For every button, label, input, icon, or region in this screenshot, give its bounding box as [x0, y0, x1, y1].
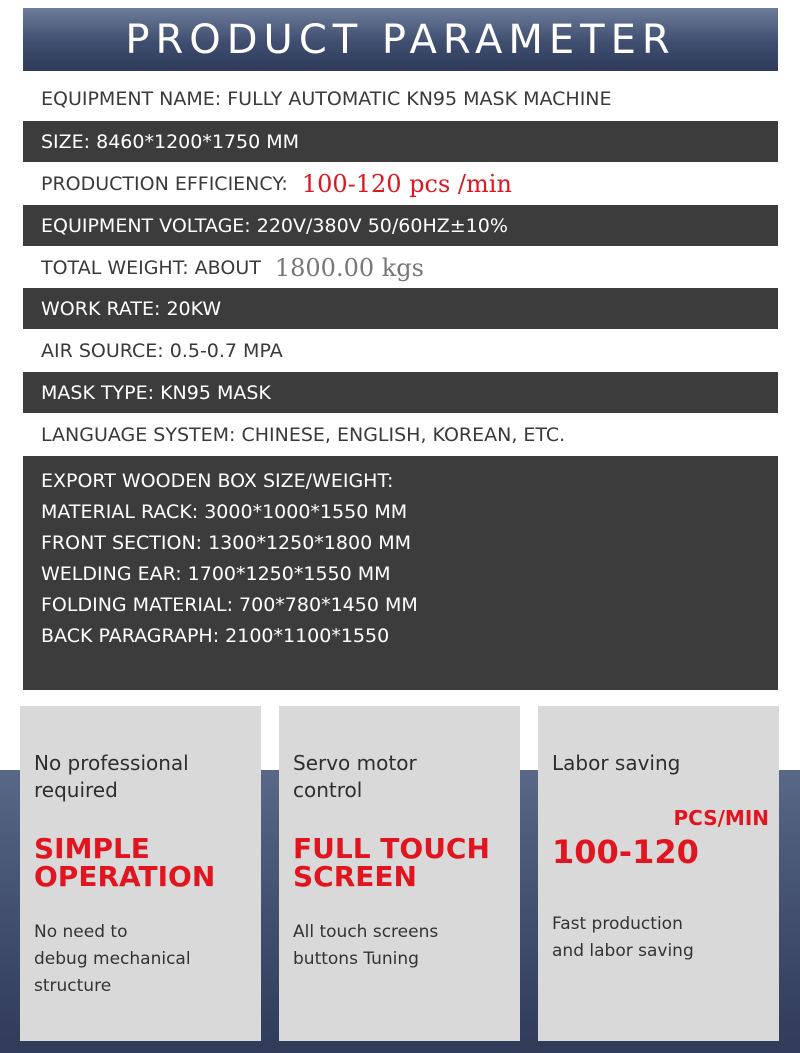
card-description	[293, 919, 520, 973]
card-description-line: debug mechanical	[34, 949, 191, 969]
page-title-banner	[23, 8, 778, 71]
export-box-info	[23, 456, 778, 690]
feature-card-labor-saving	[538, 706, 779, 1041]
card-headline-line: SIMPLE	[34, 832, 150, 865]
param-row-mask-type	[23, 372, 778, 413]
export-line: BACK PARAGRAPH: 2100*1100*1550	[41, 625, 390, 647]
card-description-line: Fast production	[552, 914, 683, 934]
card-description-line: No need to	[34, 922, 128, 942]
card-headline-line: OPERATION	[34, 860, 216, 893]
card-subtitle	[293, 750, 520, 804]
card-description-line: buttons Tuning	[293, 949, 419, 969]
card-subtitle	[552, 750, 779, 777]
param-label: MASK TYPE: KN95 MASK	[41, 381, 271, 404]
card-subtitle-line: Servo motor	[293, 751, 417, 775]
card-subtitle-line: No professional	[34, 751, 189, 775]
param-label: PRODUCTION EFFICIENCY:	[41, 172, 288, 195]
param-label: AIR SOURCE: 0.5-0.7 MPA	[41, 339, 283, 362]
card-subtitle	[34, 750, 261, 804]
param-label: SIZE: 8460*1200*1750 MM	[41, 130, 300, 153]
page-title: PRODUCT PARAMETER	[125, 16, 676, 63]
param-label: EQUIPMENT VOLTAGE: 220V/380V 50/60HZ±10%	[41, 214, 508, 237]
export-line: MATERIAL RACK: 3000*1000*1550 MM	[41, 501, 408, 523]
card-rate-number: 100-120	[552, 833, 699, 871]
card-description	[34, 919, 261, 1000]
param-label: TOTAL WEIGHT: ABOUT	[41, 256, 261, 279]
export-line: FRONT SECTION: 1300*1250*1800 MM	[41, 532, 411, 554]
param-row-work-rate	[23, 288, 778, 329]
feature-card-simple-operation	[20, 706, 261, 1041]
param-row-production-efficiency	[23, 163, 778, 204]
card-subtitle-line: Labor saving	[552, 751, 681, 775]
param-row-total-weight	[23, 247, 778, 288]
card-unit: PCS/MIN	[673, 806, 769, 830]
param-row-voltage	[23, 205, 778, 246]
param-label: WORK RATE: 20KW	[41, 297, 222, 320]
param-row-equipment-name	[23, 78, 778, 119]
param-row-size	[23, 121, 778, 162]
card-description-line: and labor saving	[552, 941, 694, 961]
param-label: EQUIPMENT NAME: FULLY AUTOMATIC KN95 MASK MACHINE	[41, 87, 612, 110]
param-row-air-source	[23, 330, 778, 371]
card-subtitle-line: control	[293, 778, 363, 802]
card-headline	[34, 832, 261, 893]
card-headline	[293, 832, 520, 893]
param-label: LANGUAGE SYSTEM: CHINESE, ENGLISH, KOREAN, ETC.	[41, 423, 566, 446]
card-headline-line: FULL TOUCH	[293, 832, 490, 865]
export-line: FOLDING MATERIAL: 700*780*1450 MM	[41, 594, 418, 616]
card-description-line: structure	[34, 976, 112, 996]
card-headline-line: SCREEN	[293, 860, 417, 893]
param-value: 1800.00 kgs	[274, 253, 424, 282]
param-value: 100-120 pcs /min	[301, 169, 512, 198]
export-heading: EXPORT WOODEN BOX SIZE/WEIGHT:	[41, 470, 394, 492]
export-line: WELDING EAR: 1700*1250*1550 MM	[41, 563, 391, 585]
card-subtitle-line: required	[34, 778, 118, 802]
card-description-line: All touch screens	[293, 922, 439, 942]
card-description	[552, 911, 779, 965]
param-row-language-system	[23, 414, 778, 455]
feature-card-full-touch-screen	[279, 706, 520, 1041]
